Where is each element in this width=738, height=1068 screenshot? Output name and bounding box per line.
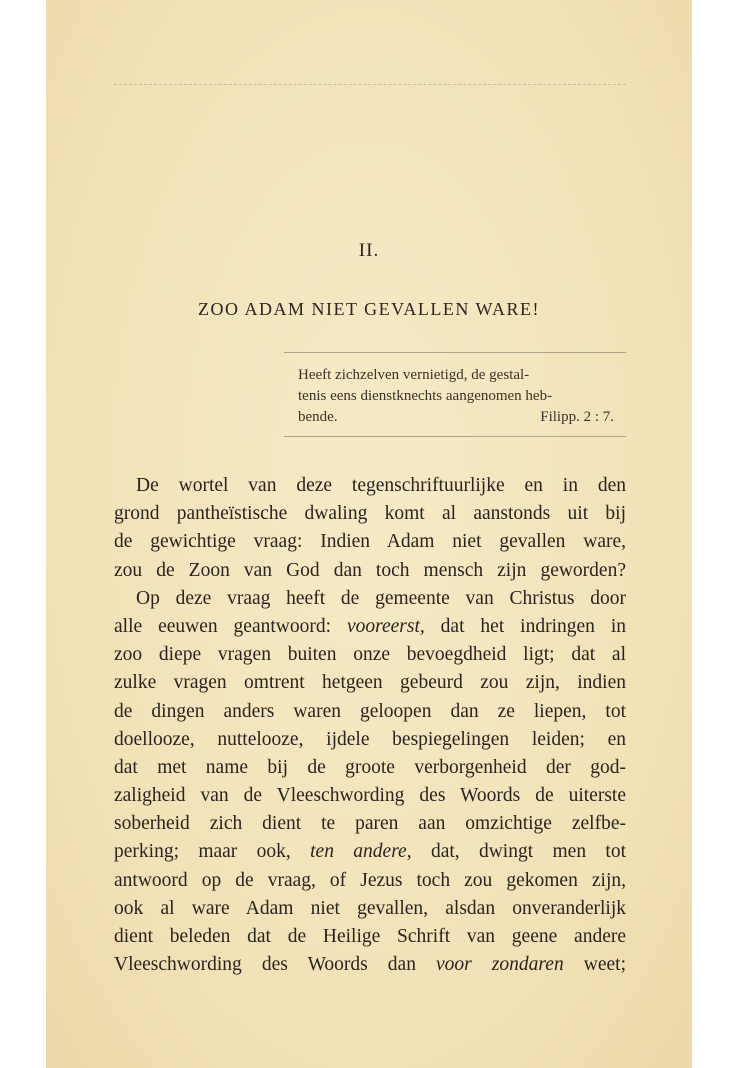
text-line: de dingen anders waren geloopen dan ze liepen, tot xyxy=(114,700,626,722)
text-line: grond pantheïstische dwaling komt al aanstonds uit bij xyxy=(114,503,626,525)
epigraph-line: bende. xyxy=(298,409,338,425)
text-line xyxy=(114,838,626,866)
text-fragment: perking; maar ook, xyxy=(114,841,311,863)
text-line: dient beleden dat de Heilige Schrift van geene andere xyxy=(114,926,626,947)
text-line: soberheid zich dient te paren aan omzichtige zelfbe- xyxy=(114,813,626,835)
text-fragment: dat, dwingt men tot xyxy=(411,841,626,863)
text-line: doellooze, nuttelooze, ijdele bespiegelingen leiden; en xyxy=(114,728,626,750)
emphasis-text: voor zondaren xyxy=(436,954,564,976)
epigraph xyxy=(284,352,626,437)
epigraph-text xyxy=(284,353,626,428)
text-line: zoo diepe vragen buiten onze bevoegdheid ligt; dat al xyxy=(114,644,626,666)
text-fragment: alle eeuwen geantwoord: xyxy=(114,615,347,637)
epigraph-line: tenis eens dienstknechts aangenomen heb- xyxy=(298,388,553,404)
text-line: dat met name bij de groote verborgenheid der god- xyxy=(114,756,626,778)
epigraph-bottom-rule xyxy=(284,436,626,437)
chapter-title: ZOO ADAM NIET GEVALLEN WARE! xyxy=(198,299,540,319)
paragraph xyxy=(114,585,626,980)
paragraph xyxy=(114,472,626,585)
text-line: zou de Zoon van God dan toch mensch zijn geworden? xyxy=(114,559,626,581)
epigraph-reference: Filipp. 2 : 7. xyxy=(540,409,614,425)
book-page xyxy=(46,0,692,1068)
text-line: De wortel van deze tegenschriftuurlijke en in den xyxy=(136,475,626,496)
text-line: zulke vragen omtrent hetgeen gebeurd zou zijn, indien xyxy=(114,672,626,694)
text-line: zaligheid van de Vleeschwording des Woords de uiterste xyxy=(114,785,626,807)
text-fragment: weet; xyxy=(563,954,626,976)
text-line: antwoord op de vraag, of Jezus toch zou gekomen zijn, xyxy=(114,869,626,891)
body-text xyxy=(114,472,626,979)
text-fragment: Vleeschwording des Woords dan xyxy=(114,954,437,976)
epigraph-top-rule xyxy=(284,352,626,353)
text-line: de gewichtige vraag: Indien Adam niet gevallen ware, xyxy=(114,531,626,553)
epigraph-line: Heeft zichzelven vernietigd, de gestal- xyxy=(298,367,530,383)
text-line: ook al ware Adam niet gevallen, alsdan onveranderlijk xyxy=(114,897,626,919)
text-fragment: dat het indringen in xyxy=(424,615,626,637)
chapter-number: II. xyxy=(358,240,380,261)
emphasis-text: ten andere, xyxy=(310,841,412,863)
emphasis-text: vooreerst, xyxy=(346,615,425,637)
text-line xyxy=(114,951,626,979)
text-line: Op deze vraag heeft de gemeente van Christus door xyxy=(136,587,626,609)
epigraph-last-line xyxy=(298,407,614,428)
header-rule xyxy=(114,84,626,85)
text-line xyxy=(114,613,626,641)
